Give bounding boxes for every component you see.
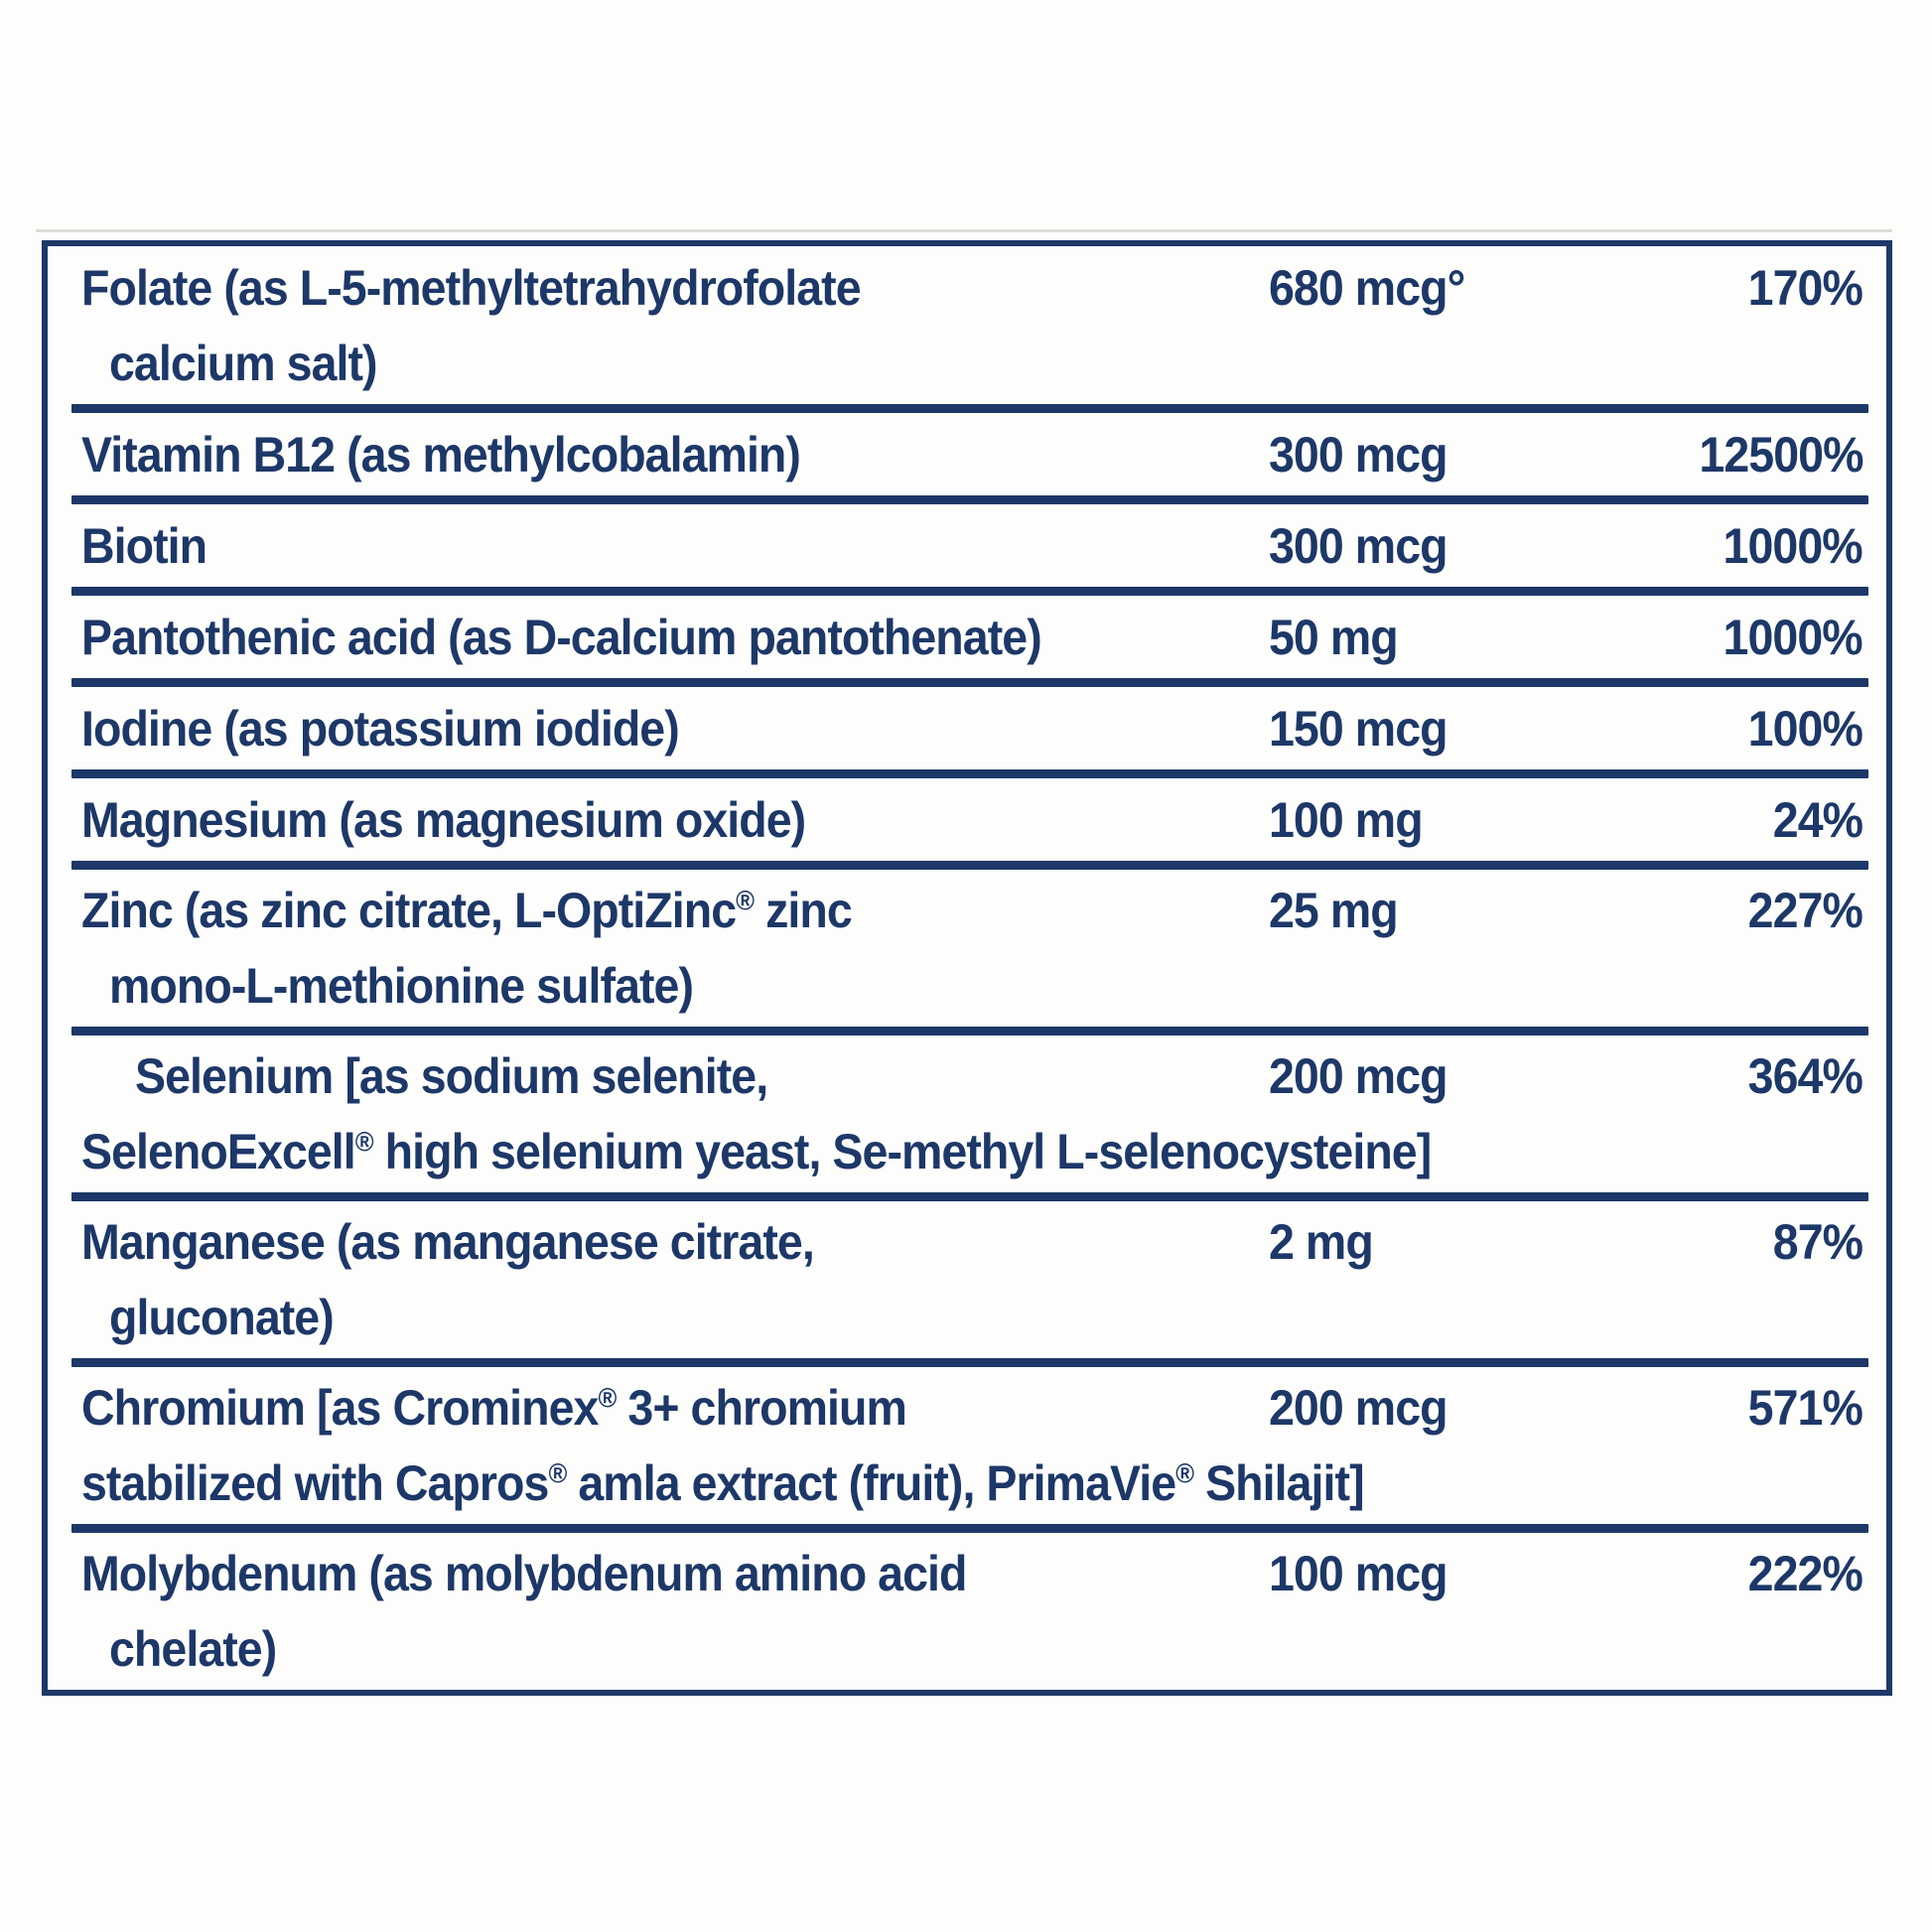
- nutrient-daily-value-text: 87%: [1772, 1214, 1863, 1270]
- nutrient-daily-value: [1606, 1204, 1886, 1280]
- nutrient-name: [81, 1370, 1269, 1446]
- nutrient-name: [81, 250, 1269, 326]
- nutrient-name: [81, 691, 1269, 766]
- nutrient-row: [48, 413, 1886, 495]
- nutrient-name-continued: [48, 948, 1886, 1024]
- row-separator: [71, 678, 1868, 687]
- nutrient-name: [81, 1204, 1269, 1280]
- nutrient-amount: [1269, 508, 1606, 584]
- nutrient-name-continued: [48, 1611, 1886, 1687]
- nutrient-daily-value: [1606, 1536, 1886, 1611]
- row-separator: [71, 495, 1868, 504]
- nutrient-amount: [1269, 600, 1606, 675]
- nutrient-daily-value-text: 1000%: [1723, 517, 1863, 574]
- row-separator: [71, 1358, 1868, 1367]
- nutrient-row: [48, 778, 1886, 861]
- nutrient-daily-value: [1606, 250, 1886, 326]
- row-separator: [71, 1524, 1868, 1533]
- nutrient-name-continued-text: chelate): [109, 1621, 277, 1677]
- nutrient-amount-text: 200 mcg: [1269, 1380, 1448, 1436]
- nutrient-name: [81, 600, 1269, 675]
- nutrient-name-continued: [48, 1446, 1886, 1521]
- nutrient-name-continued-text: gluconate): [109, 1290, 334, 1345]
- nutrient-row-line1: [48, 691, 1886, 766]
- row-separator: [71, 404, 1868, 413]
- nutrient-daily-value: [1606, 873, 1886, 948]
- row-separator: [71, 1027, 1868, 1035]
- nutrient-row-line1: [48, 1370, 1886, 1446]
- nutrient-amount-text: 2 mg: [1269, 1214, 1373, 1270]
- nutrient-daily-value-text: 100%: [1747, 700, 1863, 757]
- nutrient-row: [48, 687, 1886, 769]
- nutrient-daily-value: [1606, 1370, 1886, 1446]
- nutrient-name-text: Chromium [as Crominex® 3+ chromium: [81, 1380, 906, 1436]
- nutrient-amount: [1269, 873, 1606, 948]
- nutrient-name-text: Folate (as L-5-methyltetrahydrofolate: [81, 260, 861, 316]
- nutrient-daily-value-text: 227%: [1747, 883, 1863, 938]
- nutrient-daily-value-text: 170%: [1747, 260, 1863, 316]
- nutrient-amount: [1269, 417, 1606, 492]
- nutrient-row-line1: [48, 1204, 1886, 1280]
- nutrient-name-text: Selenium [as sodium selenite,: [135, 1048, 768, 1104]
- nutrient-name-text: Iodine (as potassium iodide): [81, 700, 679, 757]
- nutrient-amount-text: 150 mcg: [1269, 700, 1448, 757]
- nutrient-row-line1: [48, 1038, 1886, 1114]
- nutrient-row: [48, 1201, 1886, 1358]
- nutrient-name-text: Molybdenum (as molybdenum amino acid: [81, 1546, 967, 1601]
- nutrient-daily-value-text: 24%: [1772, 791, 1863, 848]
- nutrient-name-text: Manganese (as manganese citrate,: [81, 1214, 814, 1270]
- nutrient-name-text: Magnesium (as magnesium oxide): [81, 791, 806, 848]
- nutrient-name-continued-text: calcium salt): [109, 336, 377, 391]
- cropped-edge-line: [36, 229, 1892, 232]
- row-separator: [71, 769, 1868, 778]
- nutrient-amount: [1269, 1204, 1606, 1280]
- nutrient-name-continued-text: SelenoExcell® high selenium yeast, Se-methyl L-selenocysteine]: [81, 1124, 1432, 1179]
- row-separator: [71, 1192, 1868, 1201]
- nutrient-amount: [1269, 1370, 1606, 1446]
- nutrient-name-continued: [48, 1280, 1886, 1355]
- nutrient-daily-value: [1606, 508, 1886, 584]
- nutrient-name-continued: [48, 1114, 1886, 1189]
- nutrient-daily-value-text: 12500%: [1698, 426, 1863, 483]
- nutrient-name-continued-text: stabilized with Capros® amla extract (fruit), PrimaVie® Shilajit]: [81, 1455, 1364, 1511]
- nutrient-row: [48, 1035, 1886, 1192]
- nutrient-row: [48, 1533, 1886, 1690]
- nutrient-name-continued-text: mono-L-methionine sulfate): [109, 958, 694, 1014]
- nutrient-amount: [1269, 250, 1606, 326]
- nutrient-amount-text: 100 mcg: [1269, 1546, 1448, 1601]
- nutrient-daily-value: [1606, 600, 1886, 675]
- nutrient-amount-text: 50 mg: [1269, 609, 1398, 665]
- nutrient-row: [48, 504, 1886, 587]
- nutrient-daily-value: [1606, 782, 1886, 858]
- nutrient-name-text: Vitamin B12 (as methylcobalamin): [81, 426, 800, 483]
- nutrient-name: [81, 873, 1269, 948]
- nutrient-name-text: Biotin: [81, 517, 207, 574]
- row-separator: [71, 587, 1868, 596]
- nutrient-amount-text: 100 mg: [1269, 791, 1423, 848]
- nutrient-row-line1: [48, 417, 1886, 492]
- nutrient-amount: [1269, 1038, 1606, 1114]
- nutrient-amount-text: 680 mcg°: [1269, 260, 1465, 316]
- nutrient-name-continued: [48, 326, 1886, 401]
- nutrient-row: [48, 1367, 1886, 1524]
- nutrient-row: [48, 870, 1886, 1027]
- nutrient-amount-text: 300 mcg: [1269, 517, 1448, 574]
- nutrient-amount: [1269, 691, 1606, 766]
- nutrient-daily-value-text: 364%: [1747, 1048, 1863, 1104]
- nutrient-daily-value: [1606, 691, 1886, 766]
- nutrient-amount: [1269, 782, 1606, 858]
- nutrient-row: [48, 596, 1886, 678]
- nutrient-row-line1: [48, 250, 1886, 326]
- nutrient-name: [81, 1038, 1269, 1114]
- nutrient-row-line1: [48, 508, 1886, 584]
- nutrient-daily-value: [1606, 1038, 1886, 1114]
- nutrient-name: [81, 782, 1269, 858]
- nutrient-name-text: Zinc (as zinc citrate, L-OptiZinc® zinc: [81, 883, 852, 938]
- nutrient-daily-value: [1606, 417, 1886, 492]
- supplement-facts-table: [42, 240, 1892, 1696]
- nutrient-name-text: Pantothenic acid (as D-calcium pantothenate): [81, 609, 1041, 665]
- nutrient-row-line1: [48, 782, 1886, 858]
- nutrient-row-line1: [48, 873, 1886, 948]
- nutrient-name: [81, 508, 1269, 584]
- nutrient-amount-text: 300 mcg: [1269, 426, 1448, 483]
- nutrient-row: [48, 247, 1886, 404]
- nutrient-row-line1: [48, 1536, 1886, 1611]
- nutrient-name: [81, 417, 1269, 492]
- nutrient-name: [81, 1536, 1269, 1611]
- nutrient-daily-value-text: 1000%: [1723, 609, 1863, 665]
- nutrient-amount: [1269, 1536, 1606, 1611]
- nutrient-daily-value-text: 571%: [1747, 1380, 1863, 1436]
- nutrient-daily-value-text: 222%: [1747, 1546, 1863, 1601]
- nutrient-amount-text: 200 mcg: [1269, 1048, 1448, 1104]
- nutrient-row-line1: [48, 600, 1886, 675]
- row-separator: [71, 861, 1868, 870]
- nutrient-amount-text: 25 mg: [1269, 883, 1398, 938]
